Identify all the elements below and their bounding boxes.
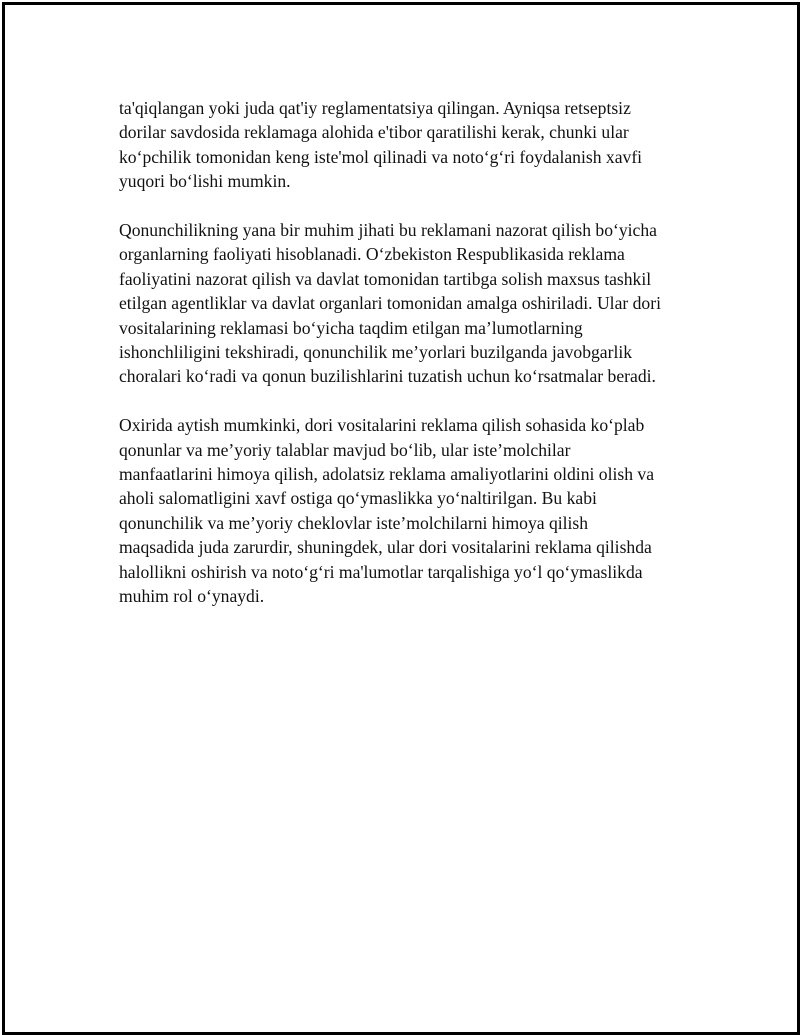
document-page [2,2,800,1035]
text-line: dorilar savdosida reklamaga alohida e'tibor qaratilishi kerak, chunki ular [119,122,629,143]
paragraph-2 [119,218,709,389]
text-line: halollikni oshirish va noto‘g‘ri ma'lumotlar tarqalishiga yo‘l qo‘ymaslikda [119,561,643,582]
text-line: faoliyatini nazorat qilish va davlat tomonidan tartibga solish maxsus tashkil [119,268,652,289]
text-line: ishonchliligini tekshiradi, qonunchilik me’yorlari buzilganda javobgarlik [119,342,633,363]
paragraph-1 [119,96,709,194]
text-line: Qonunchilikning yana bir muhim jihati bu reklamani nazorat qilish bo‘yicha [119,220,657,241]
text-line: yuqori bo‘lishi mumkin. [119,171,291,192]
text-line: vositalarining reklamasi bo‘yicha taqdim etilgan ma’lumotlarning [119,317,583,338]
text-line: etilgan agentliklar va davlat organlari tomonidan amalga oshiriladi. Ular dori [119,293,661,314]
document-body [119,96,709,633]
text-line: muhim rol o‘ynaydi. [119,586,265,607]
paragraph-3 [119,413,709,608]
text-line: ko‘pchilik tomonidan keng iste'mol qilinadi va noto‘g‘ri foydalanish xavfi [119,146,643,167]
text-line: ta'qiqlangan yoki juda qat'iy reglamentatsiya qilingan. Ayniqsa retseptsiz [119,98,631,118]
text-line: qonunchilik va me’yoriy cheklovlar iste’molchilarni himoya qilish [119,512,589,533]
text-line: aholi salomatligini xavf ostiga qo‘ymaslikka yo‘naltirilgan. Bu kabi [119,488,597,509]
text-line: organlarning faoliyati hisoblanadi. O‘zbekiston Respublikasida reklama [119,244,625,265]
text-line: choralari ko‘radi va qonun buzilishlarini tuzatish uchun ko‘rsatmalar beradi. [119,366,656,387]
text-line: manfaatlarini himoya qilish, adolatsiz reklama amaliyotlarini oldini olish va [119,464,655,485]
text-line: Oxirida aytish mumkinki, dori vositalarini reklama qilish sohasida ko‘plab [119,415,645,436]
text-line: qonunlar va me’yoriy talablar mavjud bo‘lib, ular iste’molchilar [119,439,571,460]
text-line: maqsadida juda zarurdir, shuningdek, ular dori vositalarini reklama qilishda [119,537,652,558]
